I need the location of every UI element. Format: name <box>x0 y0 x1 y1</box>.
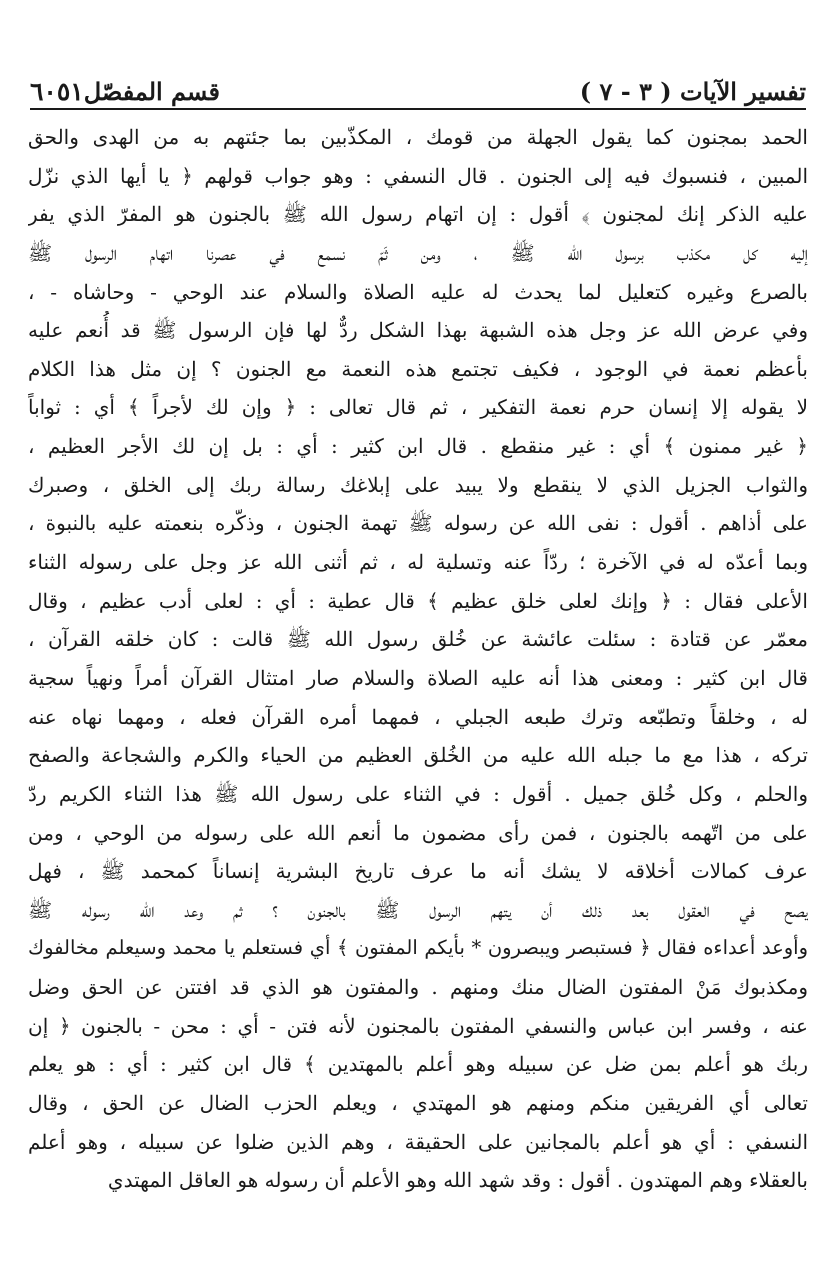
text-line: وبما أعدّه له في الآخرة ؛ ردّاً عنه وتسلية له ، ثم أثنى الله عز وجل على رسوله الثناء <box>28 550 808 575</box>
text-line: المبين ، فنسبوك فيه إلى الجنون . قال النسفي : وهو جواب قولهم ﴿ يا أيها الذي نزّل <box>28 163 808 188</box>
text-line: ربك هو أعلم بمن ضل عن سبيله وهو أعلم بالمهتدين ﴾ قال ابن كثير : أي : هو يعلم <box>28 1052 808 1077</box>
text-line: تركه ، هذا مع ما جبله الله عليه من الخُلق العظيم من الحياء والكرم والشجاعة والصفح <box>28 743 808 768</box>
running-title: تفسير الآيات ( ٣ - ٧ ) <box>579 77 806 106</box>
text-line: ﴿ غير ممنون ﴾ أي : غير منقطع . قال ابن كثير : أي : بل إن لك الأجر العظيم ، <box>28 434 808 459</box>
text-line: عرف كمالات أخلاقه لا يشك أنه ما عرف تاريخ البشرية إنساناً كمحمد ﷺ ، فهل <box>28 859 808 884</box>
text-line: لا يقوله إلا إنسان حرم نعمة التفكير ، ثم قال تعالى : ﴿ وإن لك لأجراً ﴾ أي : ثواباً <box>28 395 808 420</box>
text-line: بالصرع وغيره كتعليل لما يحدث له عليه الصلاة والسلام عند الوحي - وحاشاه - ، <box>28 279 808 304</box>
main-text <box>28 118 808 1200</box>
header-rule <box>30 108 806 110</box>
text-line: معمّر عن قتادة : سئلت عائشة عن خُلق رسول الله ﷺ قالت : كان خلقه القرآن ، <box>28 627 808 652</box>
section-title: قسم المفصّل <box>83 77 220 106</box>
text-line: قال ابن كثير : ومعنى هذا أنه عليه الصلاة والسلام صار امتثال القرآن أمراً ونهياً سجية <box>28 665 808 690</box>
text-line: الحمد بمجنون كما يقول الجهلة من قومك ، المكذّبين بما جئتهم به من الهدى والحق <box>28 125 808 149</box>
text-line: وفي عرض الله عز وجل هذه الشبهة بهذا الشكل ردٌّ لها فإن الرسول ﷺ قد أُنعم عليه <box>28 318 808 343</box>
text-line: يصح في العقول بعد ذلك أن يتهم الرسول ﷺ بالجنون ؟ ثم وعد الله رسوله ﷺ <box>28 897 808 922</box>
text-line: على من اتّهمه بالجنون ، فمن رأى مضمون ما أنعم الله على رسوله من الوحي ، ومن <box>28 820 808 845</box>
text-line: ومكذبوك مَنْ المفتون الضال منك ومنهم . والمفتون هو الذي قد افتتن عن الحق وضل <box>28 975 808 1000</box>
text-line: والثواب الجزيل الذي لا ينقطع ولا يبيد على إبلاغك رسالة ربك إلى الخلق ، وصبرك <box>28 472 808 497</box>
text-line: النسفي : أي هو أعلم بالمجانين على الحقيقة ، وهم الذين ضلوا عن سبيله ، وهو أعلم <box>28 1129 808 1154</box>
text-line: الأعلى فقال : ﴿ وإنك لعلى خلق عظيم ﴾ قال عطية : أي : لعلى أدب عظيم ، وقال <box>28 588 808 613</box>
text-line: عنه ، وفسر ابن عباس والنسفي المفتون بالمجنون لأنه فتن - أي : محن - بالجنون ﴿ إن <box>28 1013 808 1038</box>
text-line: بأعظم نعمة في الوجود ، فكيف تجتمع هذه النعمة مع الجنون ؟ إن مثل هذا الكلام <box>28 356 808 381</box>
text-line: وأوعد أعداءه فقال ﴿ فستبصر ويبصرون * بأيكم المفتون ﴾ أي فستعلم يا محمد وسيعلم مخالفوك <box>28 936 808 960</box>
text-line: عليه الذكر إنك لمجنون ﴾ أقول : إن اتهام رسول الله ﷺ بالجنون هو المفرّ الذي يفر <box>28 202 808 227</box>
text-line: والحلم ، وكل خُلق جميل . أقول : في الثناء على رسول الله ﷺ هذا الثناء الكريم ردّ <box>28 781 808 806</box>
page-header <box>30 62 806 106</box>
text-line: على أذاهم . أقول : نفى الله عن رسوله ﷺ تهمة الجنون ، وذكّره بنعمته عليه بالنبوة ، <box>28 511 808 536</box>
text-line: بالعقلاء وهم المهتدون . أقول : وقد شهد الله وهو الأعلم أن رسوله هو العاقل المهتدي <box>107 1168 808 1193</box>
text-line: إليه كل مكذب برسول الله ﷺ ، ومن ثَمّ نسمع في عصرنا اتهام الرسول ﷺ <box>28 240 808 265</box>
text-line: تعالى أي الفريقين منكم ومنهم هو المهتدي ، ويعلم الحزب الضال عن الحق ، وقال <box>28 1091 808 1116</box>
page-number: ٦٠٥١ <box>30 77 84 106</box>
text-line: له ، وخلقاً وتطبّعه وترك طبعه الجبلي ، فمهما أمره القرآن فعله ، ومهما نهاه عنه <box>28 704 808 729</box>
